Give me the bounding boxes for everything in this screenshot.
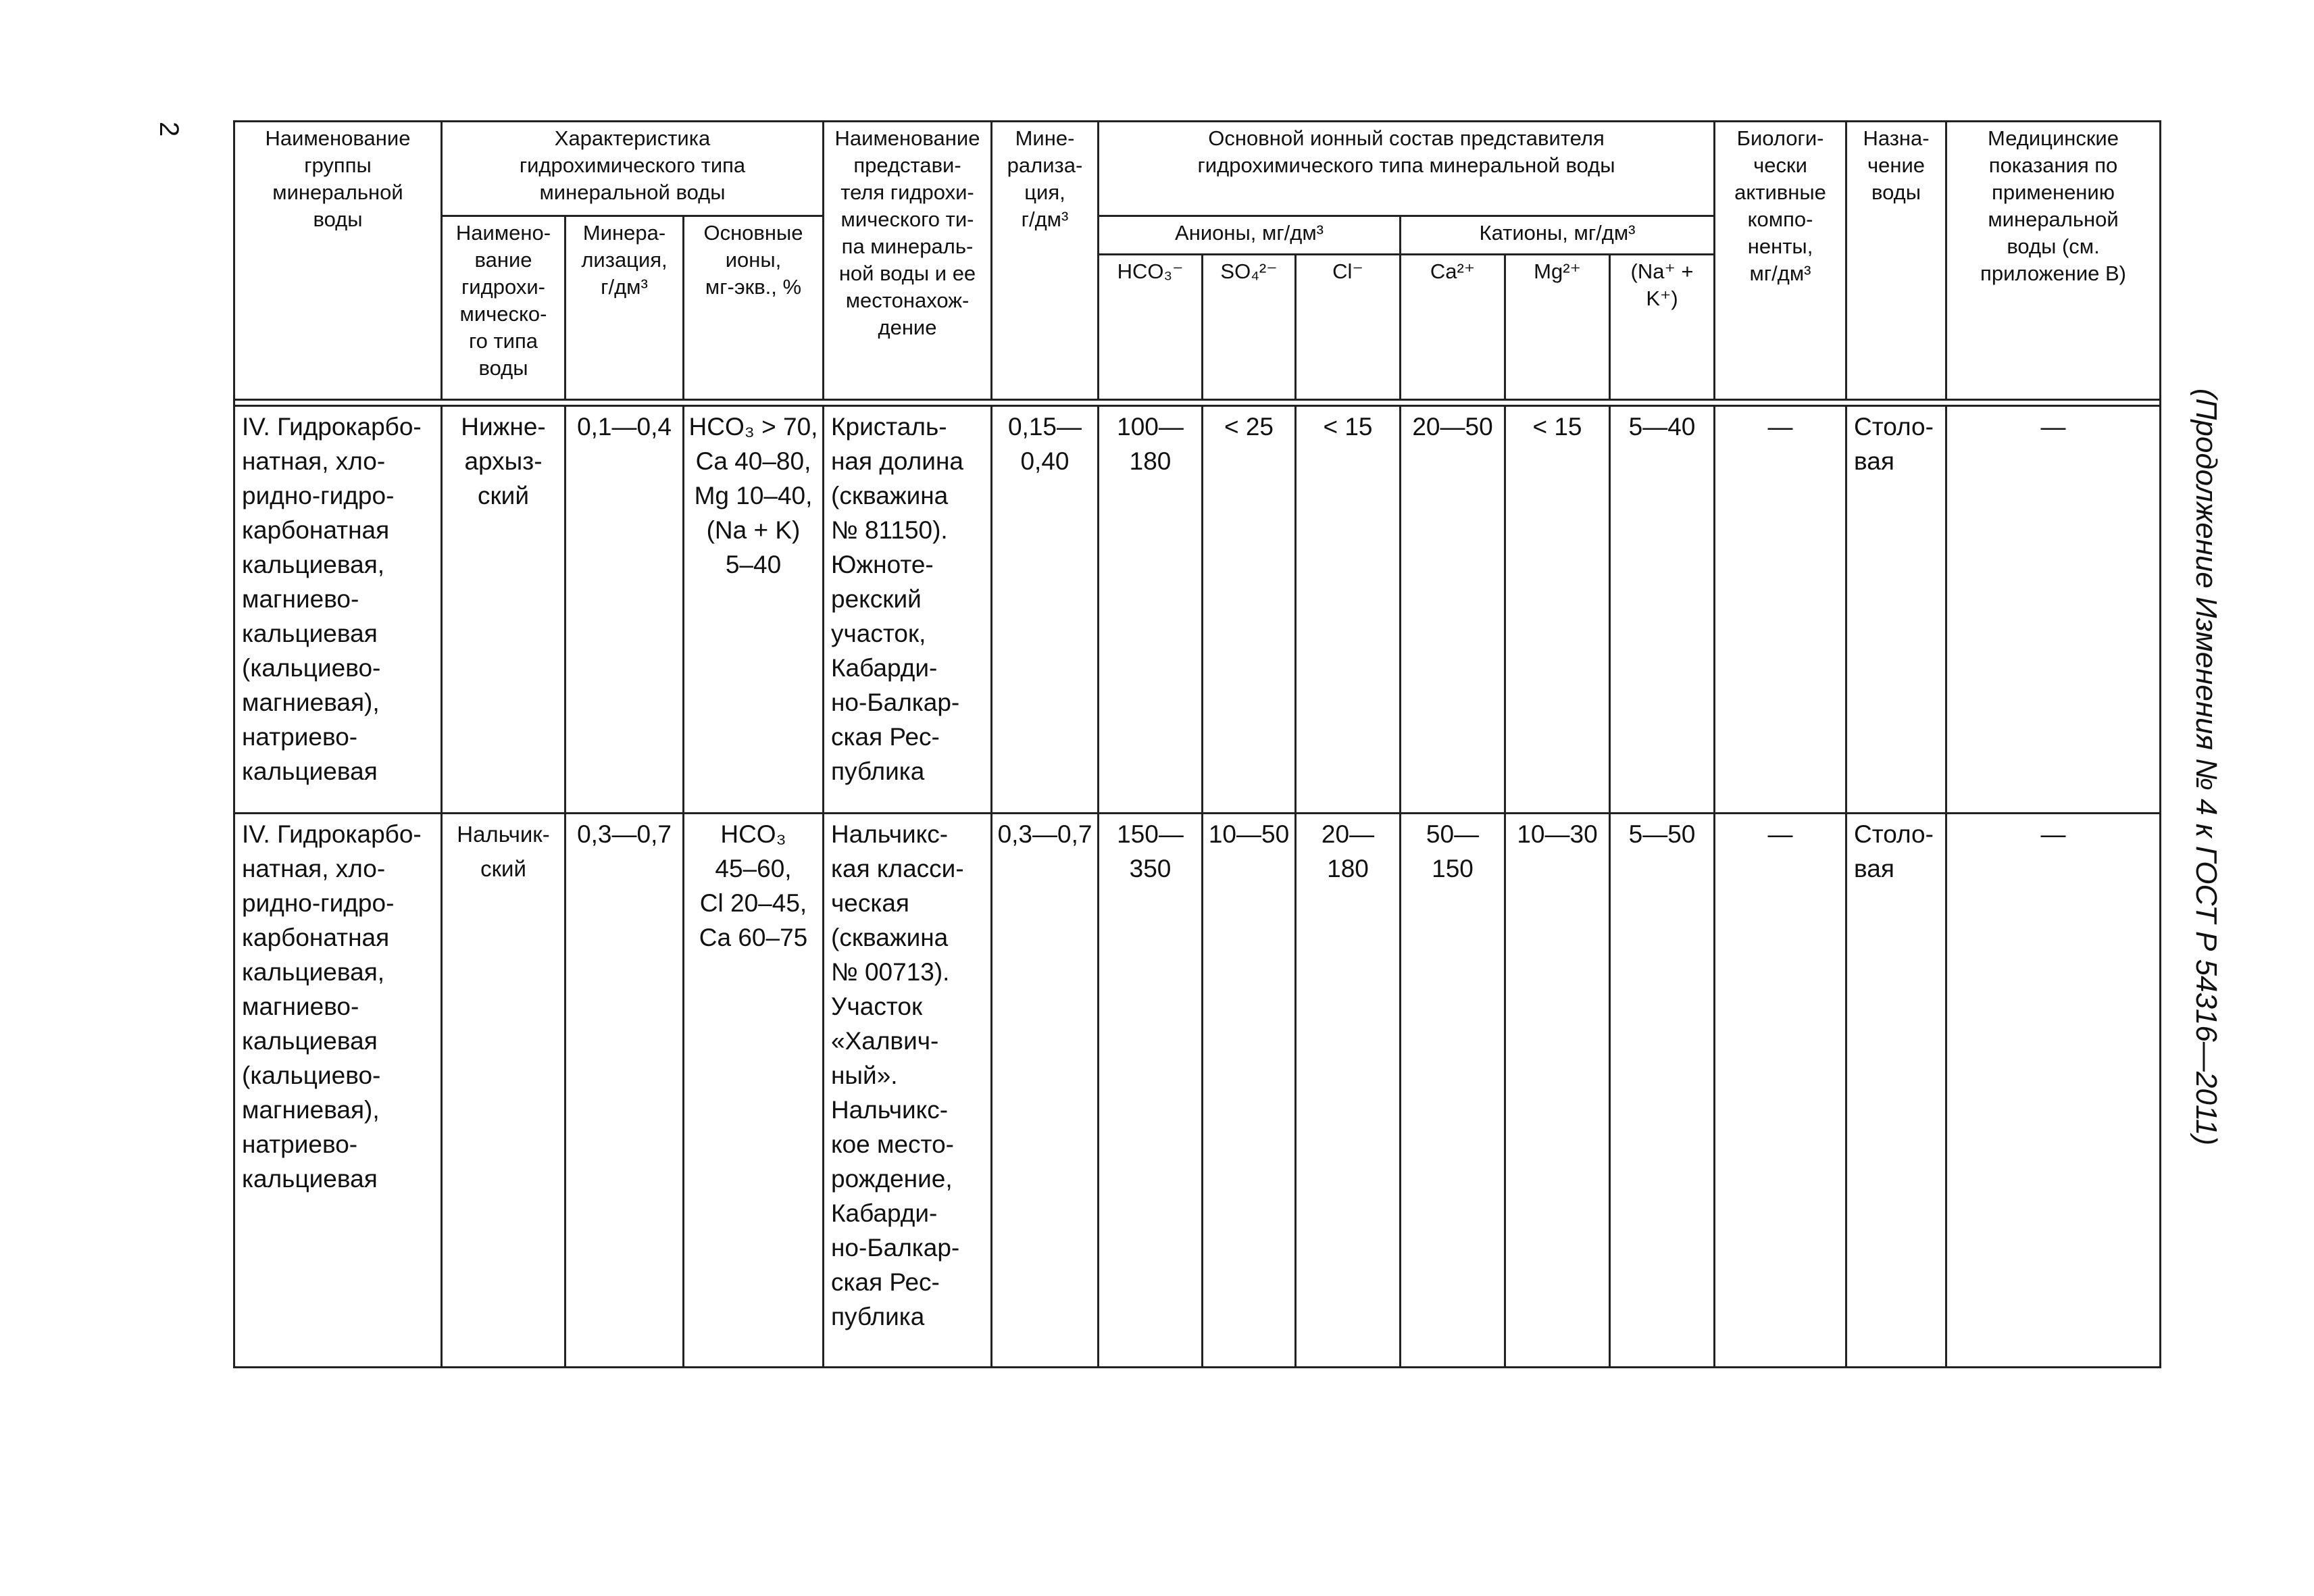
continuation-caption: (Продолжение Изменения № 4 к ГОСТ Р 54316—2011) — [2190, 388, 2223, 1146]
cell-representative: Нальчикс- кая класси- ческая (скважина № 00713). Участок «Халвич- ный». Нальчикс- кое место- рождение, Кабарди- но-Балкар- ская Рес- публика — [824, 814, 992, 1368]
header-characteristic: Характеристика гидрохимического типа минеральной воды — [442, 122, 824, 216]
header-cations: Катионы, мг/дм³ — [1401, 216, 1715, 255]
page-number: 2 — [154, 122, 184, 137]
table-row — [234, 814, 2161, 1368]
header-medical: Медицинские показания по применению минеральной воды (см. приложение В) — [1946, 122, 2161, 400]
cell-main-ions: HCO₃ > 70, Ca 40–80, Mg 10–40, (Na + K) 5–40 — [684, 406, 824, 814]
cell-bio: — — [1715, 406, 1846, 814]
cell-bio: — — [1715, 814, 1846, 1368]
cell-ca: 20—50 — [1401, 406, 1505, 814]
cell-group: IV. Гидрокарбо- натная, хло- ридно-гидро- карбонатная кальциевая, магниево- кальциевая (кальциево- магниевая), натриево- кальциевая — [234, 814, 442, 1368]
header-row-1 — [234, 122, 2161, 216]
table-row — [234, 406, 2161, 814]
cell-cl: 20— 180 — [1296, 814, 1401, 1368]
cell-mineralization: 0,15— 0,40 — [992, 406, 1099, 814]
cell-type-mineralization: 0,1—0,4 — [565, 406, 684, 814]
header-bio-components: Биологи- чески активные компо- ненты, мг/дм³ — [1715, 122, 1846, 400]
header-cl: Cl⁻ — [1296, 255, 1401, 400]
cell-medical: — — [1946, 406, 2161, 814]
header-ca: Ca²⁺ — [1401, 255, 1505, 400]
cell-type-mineralization: 0,3—0,7 — [565, 814, 684, 1368]
header-so4: SO₄²⁻ — [1203, 255, 1296, 400]
cell-type-name: Нижне- архыз- ский — [442, 406, 565, 814]
cell-mineralization: 0,3—0,7 — [992, 814, 1099, 1368]
header-purpose: Назна- чение воды — [1846, 122, 1946, 400]
cell-representative: Кристаль- ная долина (скважина № 81150). Южноте- рекский участок, Кабарди- но-Балкар- ская Рес- публика — [824, 406, 992, 814]
cell-nak: 5—50 — [1610, 814, 1715, 1368]
header-anions: Анионы, мг/дм³ — [1099, 216, 1401, 255]
header-mineralization: Мине- рализа- ция, г/дм³ — [992, 122, 1099, 400]
cell-so4: 10—50 — [1203, 814, 1296, 1368]
header-mg: Mg²⁺ — [1505, 255, 1610, 400]
header-nak: (Na⁺ + K⁺) — [1610, 255, 1715, 400]
cell-purpose: Столо- вая — [1846, 814, 1946, 1368]
header-type-mineralization: Минера- лизация, г/дм³ — [565, 216, 684, 400]
cell-nak: 5—40 — [1610, 406, 1715, 814]
header-hco3: HCO₃⁻ — [1099, 255, 1203, 400]
cell-type-name: Нальчик- ский — [442, 814, 565, 1368]
header-ion-composition: Основной ионный состав представителя гидрохимического типа минеральной воды — [1099, 122, 1715, 216]
cell-mg: < 15 — [1505, 406, 1610, 814]
cell-hco3: 150— 350 — [1099, 814, 1203, 1368]
cell-ca: 50— 150 — [1401, 814, 1505, 1368]
cell-hco3: 100— 180 — [1099, 406, 1203, 814]
mineral-water-table — [233, 120, 2161, 1368]
cell-purpose: Столо- вая — [1846, 406, 1946, 814]
header-separator — [234, 400, 2161, 406]
cell-group: IV. Гидрокарбо- натная, хло- ридно-гидро- карбонатная кальциевая, магниево- кальциевая (кальциево- магниевая), натриево- кальциевая — [234, 406, 442, 814]
cell-main-ions: HCO₃ 45–60, Cl 20–45, Ca 60–75 — [684, 814, 824, 1368]
header-type-name: Наимено- вание гидрохи- мическо- го типа воды — [442, 216, 565, 400]
header-representative-name: Наименование представи- теля гидрохи- мического ти- па минераль- ной воды и ее местонахож- дение — [824, 122, 992, 400]
header-group-name: Наименование группы минеральной воды — [234, 122, 442, 400]
header-main-ions: Основные ионы, мг-экв., % — [684, 216, 824, 400]
cell-medical: — — [1946, 814, 2161, 1368]
cell-cl: < 15 — [1296, 406, 1401, 814]
cell-mg: 10—30 — [1505, 814, 1610, 1368]
cell-so4: < 25 — [1203, 406, 1296, 814]
